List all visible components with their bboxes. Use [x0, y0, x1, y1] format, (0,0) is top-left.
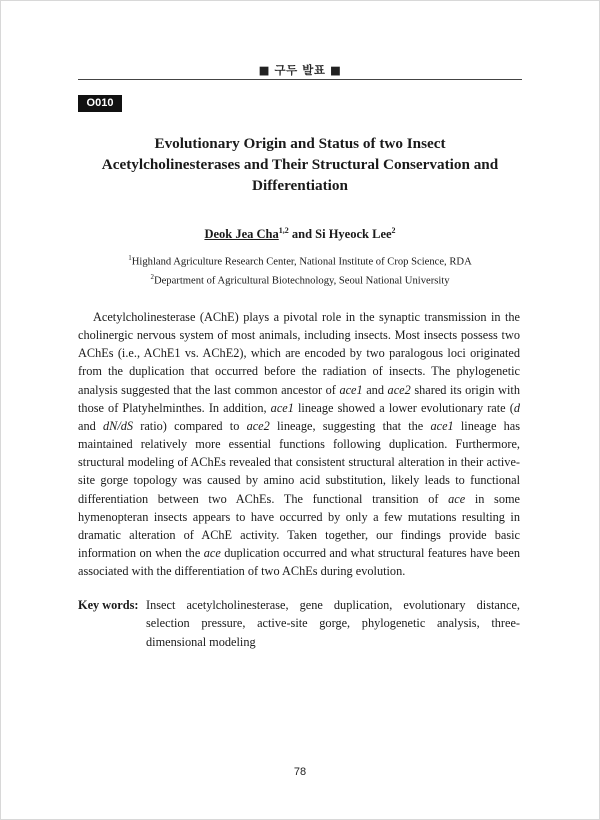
- abstract-text: and: [362, 382, 388, 397]
- affiliation-text: Highland Agriculture Research Center, National Institute of Crop Science, RDA: [131, 256, 472, 268]
- page-number: 78: [293, 766, 307, 778]
- gene-name: ace: [448, 491, 466, 506]
- gene-name: ace1: [430, 418, 454, 433]
- presentation-code-badge: O010: [78, 95, 122, 112]
- gene-name: ace1: [270, 400, 294, 415]
- abstract-text: ratio) compared to: [133, 418, 247, 433]
- keywords-label: Key words:: [78, 598, 139, 612]
- keywords-text: Insect acetylcholinesterase, gene duplication, evolutionary distance, selection pressure, active-site gorge, phylogenetic analysis, three-dimensional modeling: [146, 598, 520, 649]
- paper-title: [78, 133, 522, 196]
- author-affiliation-mark: 1,2: [278, 226, 289, 235]
- gene-name: ace2: [246, 418, 270, 433]
- affiliation-line: [78, 251, 522, 270]
- abstract-text: Acetylcholinesterase (AChE) plays a pivotal role in the synaptic transmission in the cholinergic nervous system of most animals, including insects. Most insects possess two AChEs (i.e., AChE1 vs. AChE2), which are encoded by two paralogous loci originated from the duplication that occurred before the radiation of insects. The phylogenetic analysis suggested that the last common ancestor of: [78, 310, 520, 397]
- variable-name: d: [513, 400, 520, 415]
- abstract-text: shared its origin with those of Platyhelminthes. In addition,: [78, 382, 520, 415]
- affiliation-mark: 1: [128, 254, 132, 262]
- gene-name: ace1: [339, 382, 363, 397]
- affiliation-line: [78, 270, 522, 289]
- keywords-section: [78, 596, 520, 651]
- author-name: Deok Jea Cha: [204, 227, 279, 242]
- affiliation-mark: 2: [150, 272, 154, 281]
- abstract-text: lineage has maintained relatively more essential functions following duplication. Furthermore, structural modeling of AChEs revealed that consistent structural alteration in their active-site gorge topology was caused by amino acid substitution, likely leads to functional differentiation between two AChEs. The functional transition of: [78, 418, 520, 506]
- author-list: [78, 226, 522, 242]
- gene-name: ace2: [387, 382, 411, 397]
- author-affiliation-mark: 2: [391, 226, 396, 235]
- abstract-text: duplication occurred and what structural features have been associated with the differentiation of two AChEs during evolution.: [78, 546, 520, 579]
- gene-name: ace: [203, 546, 221, 561]
- abstract-text: lineage, suggesting that the: [269, 418, 431, 433]
- abstract-body: [78, 308, 520, 580]
- affiliations: [78, 251, 522, 288]
- title-line: Evolutionary Origin and Status of two Insect: [154, 135, 446, 152]
- affiliation-text: Department of Agricultural Biotechnology, Seoul National University: [153, 275, 450, 287]
- abstract-text: in some hymenopteran insects appears to have occurred by only a few mutations resulting in dramatic alteration of AChE activity. Taken together, our findings provide basic information on when the: [78, 491, 520, 561]
- variable-name: dN/dS: [102, 418, 134, 433]
- author-name: Si Hyeock Lee: [315, 227, 392, 242]
- header-divider: [78, 79, 522, 80]
- abstract-text: and: [78, 418, 103, 433]
- abstract-text: lineage showed a lower evolutionary rate (: [293, 400, 514, 415]
- title-line: Acetylcholinesterases and Their Structural Conservation and: [101, 156, 499, 173]
- section-header: ■ 구두 발표 ■: [258, 63, 342, 77]
- title-line: Differentiation: [252, 177, 348, 194]
- author-connector: and: [288, 227, 316, 242]
